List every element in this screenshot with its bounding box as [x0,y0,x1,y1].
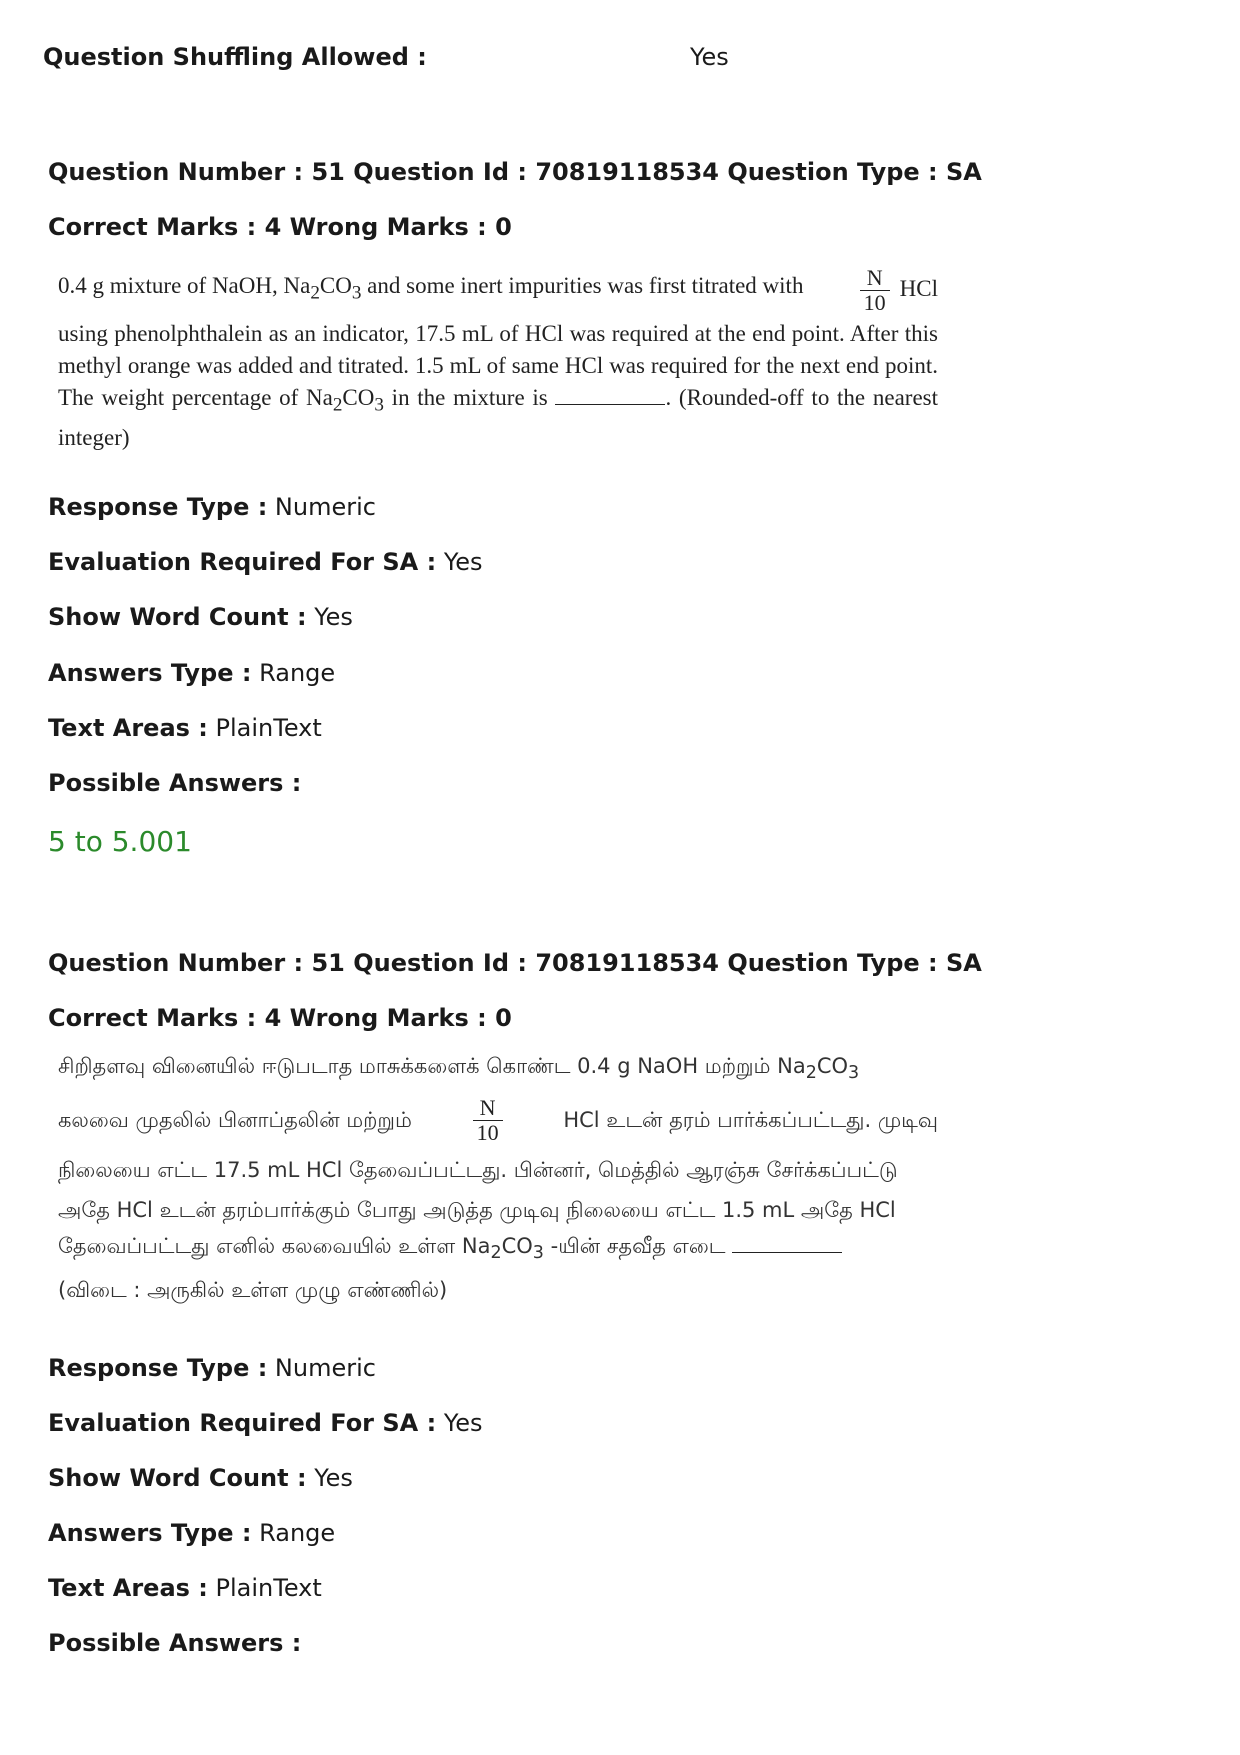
q2-marks: Correct Marks : 4 Wrong Marks : 0 [48,1004,512,1032]
q2-line2-a: கலவை முதலில் பினாப்தலின் மற்றும் [58,1108,412,1132]
q2-line5: தேவைப்பட்டது எனில் கலவையில் உள்ள $Na_2CO_3$ -யின் சதவீத எடை [58,1226,842,1273]
shuffle-value: Yes [690,43,729,71]
answer-blank [732,1236,842,1253]
answer-blank [555,388,665,405]
q1-possible-answers: Possible Answers : [48,769,302,797]
shuffle-label: Question Shuffling Allowed : [43,43,427,71]
q2-answers-type: Answers Type : Range [48,1519,336,1547]
q1-fraction-hcl: $\frac{N}{10}$ HCl [850,266,938,315]
q1-question-text [58,262,938,454]
q2-line3: நிலையை எட்ட 17.5 mL HCl தேவைப்பட்டது. பின்னர், மெத்தில் ஆரஞ்சு சேர்க்கப்பட்டு [58,1158,898,1182]
q2-show-word-count: Show Word Count : Yes [48,1464,353,1492]
q1-body: using phenolphthalein as an indicator, 17.5 mL of HCl was required at the end point. After this methyl orange was added and titrated. 1.5 mL of same HCl was required for the next end point. The weight percentage of $Na_2CO_3$ in the mixture is . (Rounded-off to the nearest integer) [58,321,938,450]
q1-line1: 0.4 g mixture of NaOH, $Na_2CO_3$ and some inert impurities was first titrated with [58,273,804,304]
q1-response-type: Response Type : Numeric [48,493,376,521]
q2-header: Question Number : 51 Question Id : 70819118534 Question Type : SA [48,949,982,977]
q1-evaluation-required: Evaluation Required For SA : Yes [48,548,483,576]
q2-line2-b: HCl உடன் தரம் பார்க்கப்பட்டது. முடிவு [563,1108,938,1132]
q2-line4: அதே HCl உடன் தரம்பார்க்கும் போது அடுத்த முடிவு நிலையை எட்ட 1.5 mL அதே HCl [58,1198,896,1222]
q2-question-text [58,1050,938,1310]
q2-text-areas: Text Areas : PlainText [48,1574,322,1602]
q1-show-word-count: Show Word Count : Yes [48,603,353,631]
q1-answer-range: 5 to 5.001 [48,825,192,858]
q1-text-areas: Text Areas : PlainText [48,714,322,742]
q2-evaluation-required: Evaluation Required For SA : Yes [48,1409,483,1437]
q1-answers-type: Answers Type : Range [48,659,336,687]
q2-possible-answers: Possible Answers : [48,1629,302,1657]
q1-header: Question Number : 51 Question Id : 70819118534 Question Type : SA [48,158,982,186]
q2-line6: (விடை : அருகில் உள்ள முழு எண்ணில்) [58,1278,448,1302]
q1-marks: Correct Marks : 4 Wrong Marks : 0 [48,213,512,241]
q2-line1: சிறிதளவு வினையில் ஈடுபடாத மாசுக்களைக் கொண்ட 0.4 g NaOH மற்றும் $Na_2CO_3$ [58,1054,860,1084]
q2-fraction: $\frac{N}{10}$ [473,1096,503,1145]
q2-response-type: Response Type : Numeric [48,1354,376,1382]
